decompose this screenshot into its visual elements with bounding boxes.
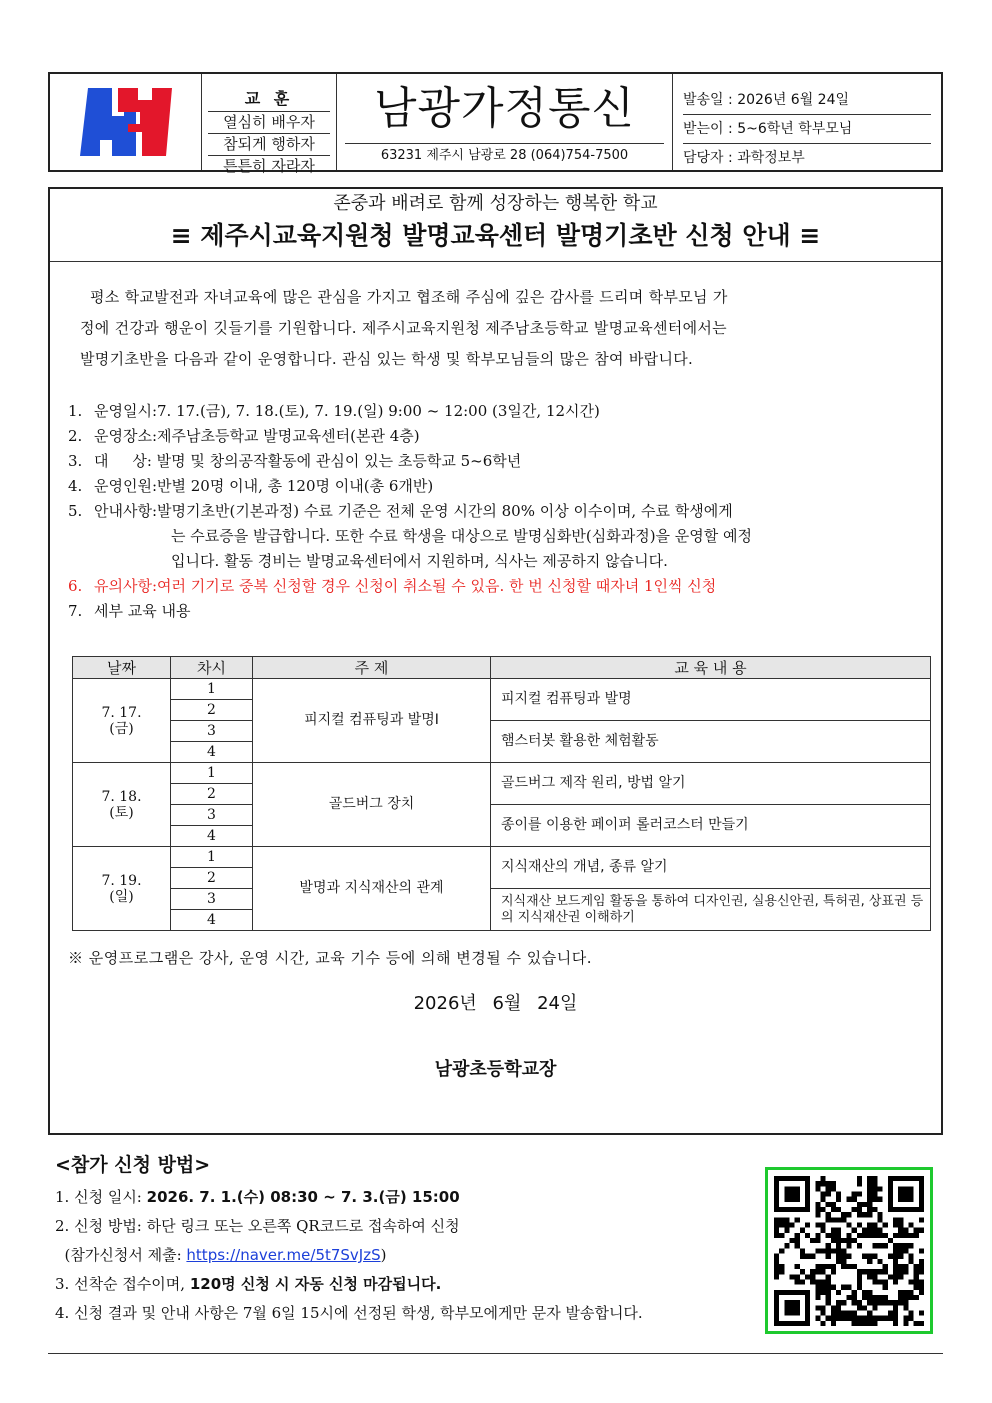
content-cell: 종이를 이용한 페이퍼 롤러코스터 만들기 — [491, 805, 931, 847]
topic-cell: 골드버그 장치 — [253, 763, 491, 847]
table-row — [73, 805, 931, 826]
content-cell: 골드버그 제작 원리, 방법 알기 — [491, 763, 931, 805]
date-cell: 7. 17. (금) — [73, 679, 171, 763]
intro-line: 발명기초반을 다음과 같이 운영합니다. 관심 있는 학생 및 학부모님들의 많은 참여 바랍니다. — [80, 350, 694, 368]
apply-steps — [55, 1183, 643, 1328]
department: 담당자 : 과학정보부 — [683, 150, 805, 166]
list-item: 3. 대 상: 발명 및 창의공작활동에 관심이 있는 초등학교 5~6학년 — [68, 452, 522, 470]
intro-paragraph — [50, 262, 941, 375]
slogan: 존중과 배려로 함께 성장하는 행복한 학교 — [333, 193, 658, 214]
issue-date: 2026년 6월 24일 — [413, 993, 578, 1014]
recipient: 받는이 : 5~6학년 학부모님 — [683, 115, 931, 144]
school-motto — [202, 74, 337, 175]
col-date: 날짜 — [73, 657, 171, 679]
table-header-row — [73, 657, 931, 679]
table-row — [73, 721, 931, 742]
apply-section-title: <참가 신청 방법> — [55, 1154, 211, 1176]
session-cell: 3 — [171, 721, 253, 742]
list-item: 1. 운영일시: 7. 17.(금), 7. 18.(토), 7. 19.(일) 9:00 ~ 12:00 (3일간, 12시간) — [68, 402, 600, 420]
table-row — [73, 889, 931, 910]
warning-item: 6. 유의사항: 여러 기기로 중복 신청할 경우 신청이 취소될 수 있음. 한 번 신청할 때자녀 1인씩 신청 — [68, 577, 717, 595]
motto-line: 튼튼히 자라자 — [223, 157, 315, 175]
session-cell: 1 — [171, 679, 253, 700]
list-item: 5. 안내사항: 발명기초반(기본과정) 수료 기준은 전체 운영 시간의 80% 이상 이수이며, 수료 학생에게 — [68, 502, 733, 520]
apply-step: 3. 선착순 접수이며, 120명 신청 시 자동 신청 마감됩니다. — [55, 1275, 442, 1293]
col-content: 교 육 내 용 — [491, 657, 931, 679]
principal-signature: 남광초등학교장 — [434, 1059, 557, 1080]
session-cell: 1 — [171, 847, 253, 868]
main-notice — [48, 187, 943, 1135]
intro-line: 정에 건강과 행운이 깃들기를 기원합니다. 제주시교육지원청 제주남초등학교 발명교육센터에서는 — [80, 319, 727, 337]
date-cell: 7. 18. (토) — [73, 763, 171, 847]
newsletter-header — [48, 72, 943, 175]
headline: ≡ 제주시교육지원청 발명교육센터 발명기초반 신청 안내 ≡ — [50, 217, 941, 262]
title-block — [337, 74, 673, 170]
motto-line: 참되게 행하자 — [208, 134, 330, 156]
school-logo-icon — [78, 84, 174, 160]
qr-code-icon — [774, 1176, 924, 1326]
apply-step: 1. 신청 일시: 2026. 7. 1.(수) 08:30 ~ 7. 3.(금) 15:00 — [55, 1188, 460, 1206]
list-item: 2. 운영장소: 제주남초등학교 발명교육센터(본관 4층) — [68, 427, 420, 445]
content-cell: 지식재산 보드게임 활동을 통하여 디자인권, 실용신안권, 특허권, 상표권 등의 지식재산권 이해하기 — [491, 889, 931, 931]
motto-title: 교 훈 — [208, 86, 330, 112]
newsletter-title: 남광가정통신 — [345, 78, 664, 144]
col-session: 차시 — [171, 657, 253, 679]
session-cell: 3 — [171, 805, 253, 826]
info-list — [50, 375, 941, 624]
date-cell: 7. 19. (일) — [73, 847, 171, 931]
apply-step: 2. 신청 방법: 하단 링크 또는 오른쪽 QR코드로 접속하여 신청 — [55, 1217, 460, 1235]
col-topic: 주 제 — [253, 657, 491, 679]
content-cell: 지식재산의 개념, 종류 알기 — [491, 847, 931, 889]
content-cell: 햄스터봇 활용한 체험활동 — [491, 721, 931, 763]
session-cell: 3 — [171, 889, 253, 910]
list-item: 7. 세부 교육 내용 — [68, 602, 191, 620]
qr-code[interactable] — [765, 1167, 933, 1334]
session-cell: 4 — [171, 826, 253, 847]
session-cell: 2 — [171, 700, 253, 721]
list-item-continued: 는 수료증을 발급합니다. 또한 수료 학생을 대상으로 발명심화반(심화과정)을 운영할 예정 — [171, 527, 753, 545]
divider — [48, 1353, 943, 1354]
session-cell: 1 — [171, 763, 253, 784]
apply-link[interactable]: https://naver.me/5t7SvJzS — [186, 1246, 381, 1264]
session-cell: 2 — [171, 784, 253, 805]
motto-line: 열심히 배우자 — [208, 112, 330, 134]
school-logo — [50, 74, 202, 170]
table-row — [73, 763, 931, 784]
send-info — [673, 74, 941, 170]
session-cell: 4 — [171, 910, 253, 931]
school-address: 63231 제주시 남광로 28 (064)754-7500 — [380, 148, 629, 163]
list-item: 4. 운영인원: 반별 20명 이내, 총 120명 이내(총 6개반) — [68, 477, 434, 495]
table-row — [73, 847, 931, 868]
session-cell: 4 — [171, 742, 253, 763]
content-cell: 피지컬 컴퓨팅과 발명 — [491, 679, 931, 721]
intro-line: 평소 학교발전과 자녀교육에 많은 관심을 가지고 협조해 주심에 깊은 감사를 드리며 학부모님 가 — [90, 288, 728, 306]
apply-step-link-line: (참가신청서 제출: https://naver.me/5t7SvJzS) — [55, 1246, 387, 1264]
apply-step: 4. 신청 결과 및 안내 사항은 7월 6일 15시에 선정된 학생, 학부모에게만 문자 발송합니다. — [55, 1304, 643, 1322]
topic-cell: 피지컬 컴퓨팅과 발명Ⅰ — [253, 679, 491, 763]
topic-cell: 발명과 지식재산의 관계 — [253, 847, 491, 931]
program-change-note: ※ 운영프로그램은 강사, 운영 시간, 교육 기수 등에 의해 변경될 수 있습니다. — [68, 949, 592, 967]
send-date: 발송일 : 2026년 6월 24일 — [683, 86, 931, 115]
table-row — [73, 679, 931, 700]
list-item-continued: 입니다. 활동 경비는 발명교육센터에서 지원하며, 식사는 제공하지 않습니다. — [171, 552, 668, 570]
schedule-table — [72, 656, 931, 931]
session-cell: 2 — [171, 868, 253, 889]
